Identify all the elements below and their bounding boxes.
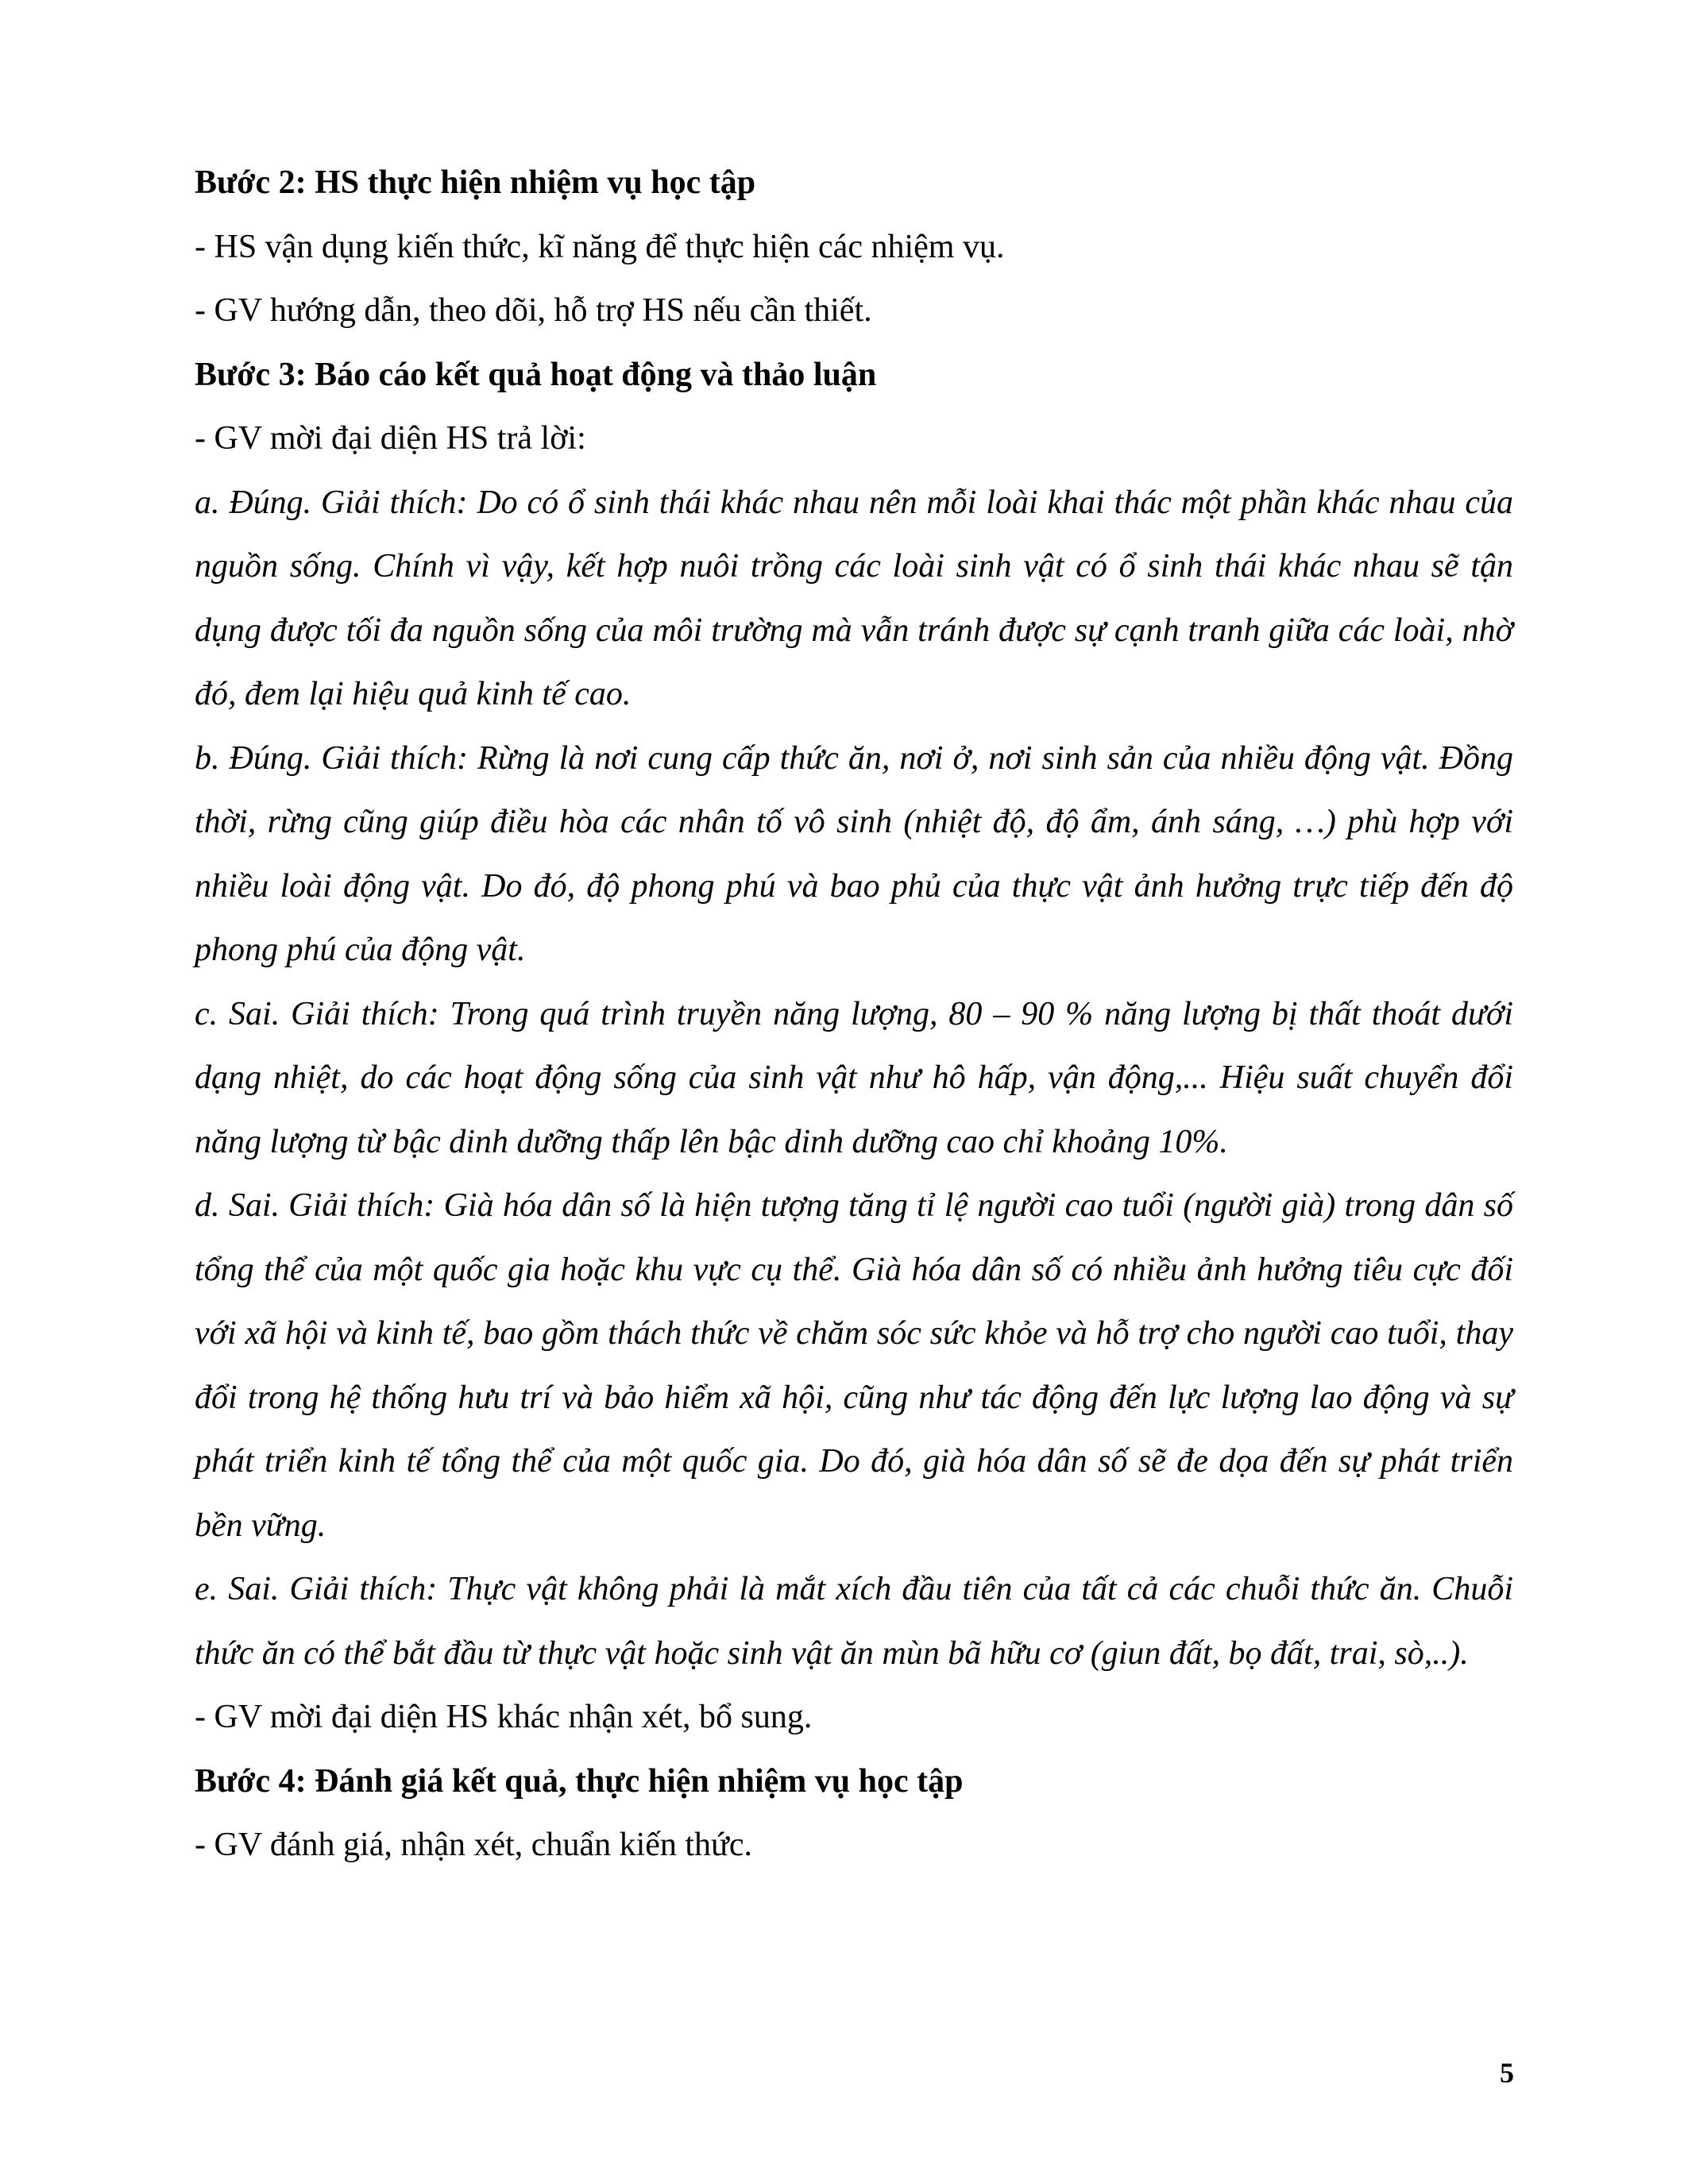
answer-d: d. Sai. Giải thích: Già hóa dân số là hiện tượng tăng tỉ lệ người cao tuổi (người già) trong dân số tổng thể của một quốc gia hoặc khu vực cụ thể. Già hóa dân số có nhiều ảnh hưởng tiêu cực đối với xã hội và kinh tế, bao gồm thách thức về chăm sóc sức khỏe và hỗ trợ cho người cao tuổi, thay đổi trong hệ thống hưu trí và bảo hiểm xã hội, cũng như tác động đến lực lượng lao động và sự phát triển kinh tế tổng thể của một quốc gia. Do đó, già hóa dân số sẽ đe dọa đến sự phát triển bền vững. (195, 1187, 1513, 1544)
answer-a: a. Đúng. Giải thích: Do có ổ sinh thái khác nhau nên mỗi loài khai thác một phần khác nhau của nguồn sống. Chính vì vậy, kết hợp nuôi trồng các loài sinh vật có ổ sinh thái khác nhau sẽ tận dụng được tối đa nguồn sống của môi trường mà vẫn tránh được sự cạnh tranh giữa các loài, nhờ đó, đem lại hiệu quả kinh tế cao. (195, 484, 1513, 712)
step2-heading: Bước 2: HS thực hiện nhiệm vụ học tập (195, 164, 756, 201)
step3-intro: - GV mời đại diện HS trả lời: (195, 420, 586, 457)
step4-heading: Bước 4: Đánh giá kết quả, thực hiện nhiệm vụ học tập (195, 1762, 964, 1800)
answer-e: e. Sai. Giải thích: Thực vật không phải là mắt xích đầu tiên của tất cả các chuỗi thức ăn. Chuỗi thức ăn có thể bắt đầu từ thực vật hoặc sinh vật ăn mùn bã hữu cơ (giun đất, bọ đất, trai, sò,..). (195, 1571, 1513, 1672)
step2-line-apply: - HS vận dụng kiến thức, kĩ năng để thực hiện các nhiệm vụ. (195, 228, 1005, 265)
step2-line-guide: - GV hướng dẫn, theo dõi, hỗ trợ HS nếu cần thiết. (195, 292, 872, 329)
page-content (195, 151, 1513, 1877)
step4-line: - GV đánh giá, nhận xét, chuẩn kiến thức. (195, 1827, 752, 1863)
step3-closing: - GV mời đại diện HS khác nhận xét, bổ sung. (195, 1699, 813, 1735)
step3-heading: Bước 3: Báo cáo kết quả hoạt động và thảo luận (195, 356, 877, 393)
page-number: 5 (1500, 2057, 1514, 2089)
answer-c: c. Sai. Giải thích: Trong quá trình truyền năng lượng, 80 – 90 % năng lượng bị thất thoát dưới dạng nhiệt, do các hoạt động sống của sinh vật như hô hấp, vận động,... Hiệu suất chuyển đổi năng lượng từ bậc dinh dưỡng thấp lên bậc dinh dưỡng cao chỉ khoảng 10%. (195, 995, 1513, 1160)
answer-b: b. Đúng. Giải thích: Rừng là nơi cung cấp thức ăn, nơi ở, nơi sinh sản của nhiều động vật. Đồng thời, rừng cũng giúp điều hòa các nhân tố vô sinh (nhiệt độ, độ ẩm, ánh sáng, …) phù hợp với nhiều loài động vật. Do đó, độ phong phú và bao phủ của thực vật ảnh hưởng trực tiếp đến độ phong phú của động vật. (195, 739, 1513, 968)
